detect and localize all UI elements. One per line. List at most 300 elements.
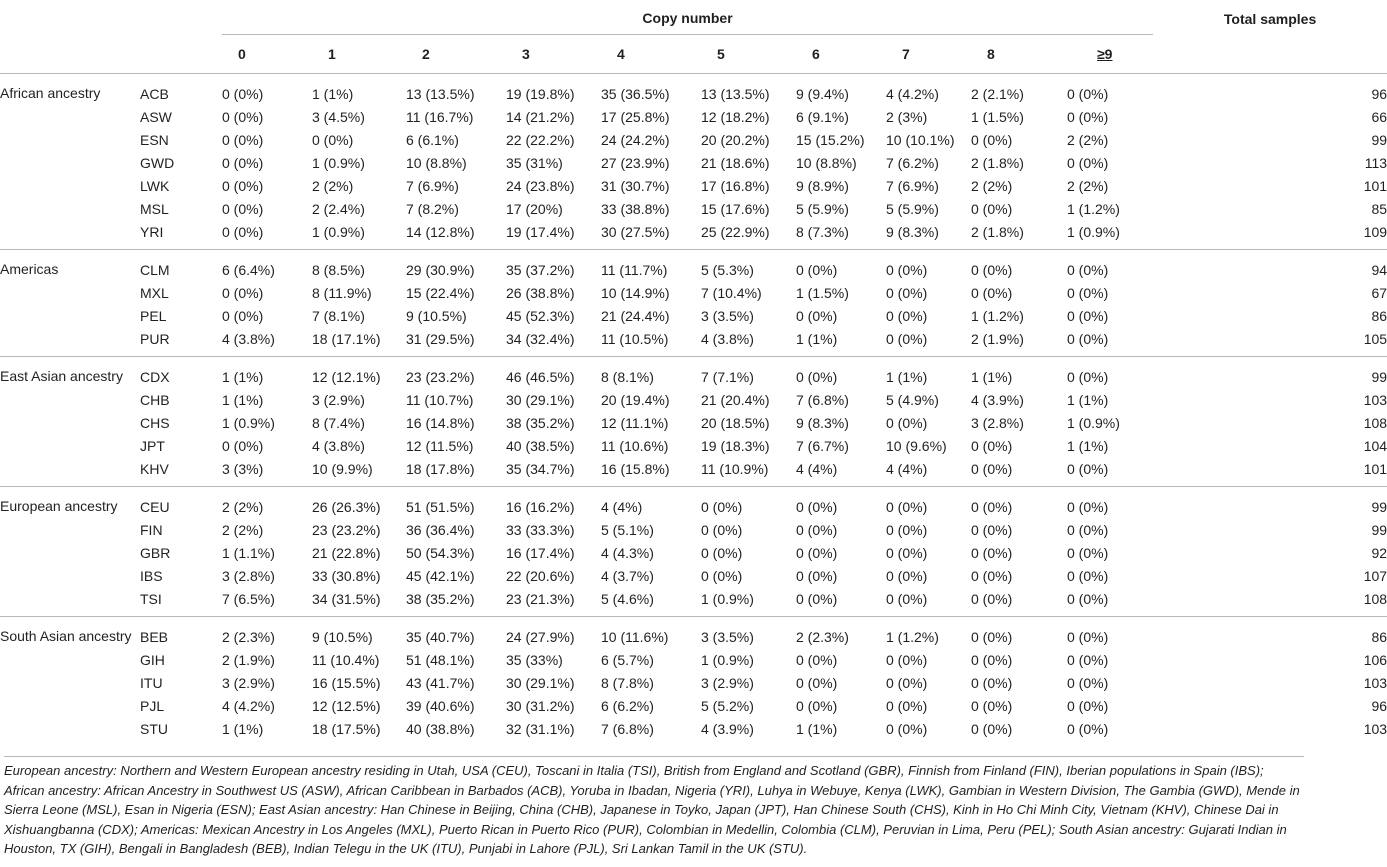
copy-number-count-cell: 9 (10.5%) — [312, 617, 406, 649]
copy-number-count-cell: 12 (11.1%) — [601, 414, 669, 431]
copy-number-count-cell: 3 (3.5%) — [701, 617, 796, 649]
copy-number-count-cell: 2 (3%) — [886, 108, 928, 125]
copy-number-count-cell: 10 (9.6%) — [886, 437, 947, 454]
copy-number-count-cell: 10 (10.1%) — [886, 131, 955, 148]
copy-number-count-cell: 33 (38.8%) — [601, 200, 670, 217]
copy-number-count-cell: 0 (0%) — [1067, 720, 1109, 737]
total-samples-cell: 101 — [1363, 177, 1387, 194]
copy-number-count-cell: 1 (1%) — [1067, 437, 1109, 454]
copy-number-count-cell: 35 (34.7%) — [506, 460, 575, 477]
copy-number-count-cell: 0 (0%) — [886, 674, 928, 691]
copy-number-count-cell: 0 (0%) — [971, 460, 1013, 477]
copy-number-count-cell: 0 (0%) — [222, 108, 264, 125]
copy-number-count-cell: 19 (19.8%) — [506, 85, 575, 102]
copy-number-count-cell: 1 (1%) — [222, 720, 264, 737]
copy-number-count-cell: 0 (0%) — [886, 330, 928, 347]
total-samples-cell: 86 — [1371, 307, 1387, 324]
copy-number-count-cell: 34 (31.5%) — [312, 590, 381, 607]
copy-number-count-cell: 0 (0%) — [886, 284, 928, 301]
total-samples-cell: 66 — [1371, 108, 1387, 125]
table-footnote: European ancestry: Northern and Western European ancestry residing in Utah, USA (CEU), Toscani in Italia (TSI), British from England and Scotland (GBR), Finnish from Finland (FIN), Iberian populations in Spain (IBS); African ancestry: African Ancestry in Southwest US (ASW), African Caribbean in Barbados (ACB), Yoruba in Ibadan, Nigeria (YRI), Luhya in Webuye, Kenya (LWK), Gambian in Western Division, The Gambia (GWD), Mende in Sierra Leone (MSL), Esan in Nigeria (ESN); East Asian ancestry: Han Chinese in Beijing, China (CHB), Japanese in Toyko, Japan (JPT), Han Chinese South (CHS), Kinh in Ho Chi Minh City, Vietnam (KHV), Chinese Dai in Xishuangbanna (CDX); Americas: Mexican Ancestry in Los Angeles (MXL), Puerto Rican in Puerto Rico (PUR), Colombian in Medellin, Colombia (CLM), Peruvian in Lima, Peru (PEL); South Asian ancestry: Gujarati Indian in Houston, TX (GIH), Bengali in Bangladesh (BEB), Indian Telegu in the UK (ITU), Punjabi in Lahore (PJL), Sri Lankan Tamil in the UK (STU). — [4, 756, 1304, 859]
copy-number-count-cell: 0 (0%) — [796, 567, 838, 584]
copy-number-count-cell: 40 (38.5%) — [506, 437, 575, 454]
table-row — [0, 541, 1387, 564]
copy-number-count-cell: 35 (40.7%) — [406, 617, 506, 649]
copy-number-count-cell: 11 (10.4%) — [312, 651, 380, 668]
copy-number-count-cell: 39 (40.6%) — [406, 697, 475, 714]
population-code: ESN — [140, 131, 169, 148]
copy-number-count-cell: 0 (0%) — [1067, 651, 1109, 668]
total-samples-cell: 99 — [1371, 131, 1387, 148]
table-row — [0, 457, 1387, 487]
copy-number-count-cell: 1 (1.5%) — [796, 284, 849, 301]
copy-number-count-cell: 6 (6.4%) — [222, 250, 312, 282]
population-code: GWD — [140, 154, 175, 171]
copy-number-count-cell: 0 (0%) — [971, 720, 1013, 737]
copy-number-count-cell: 31 (30.7%) — [601, 177, 670, 194]
copy-number-count-cell: 16 (15.8%) — [601, 460, 670, 477]
copy-number-count-cell: 11 (10.7%) — [406, 391, 474, 408]
copy-number-count-cell: 27 (23.9%) — [601, 154, 670, 171]
copy-number-count-cell: 0 (0%) — [971, 674, 1013, 691]
copy-number-count-cell: 21 (24.4%) — [601, 307, 670, 324]
total-samples-cell: 108 — [1363, 414, 1387, 431]
copy-number-count-cell: 11 (10.5%) — [601, 330, 669, 347]
copy-number-count-cell: 0 (0%) — [222, 177, 264, 194]
copy-number-count-cell: 1 (1%) — [222, 357, 312, 389]
copy-number-count-cell: 1 (0.9%) — [701, 590, 754, 607]
copy-number-count-cell: 20 (19.4%) — [601, 391, 670, 408]
group-label: East Asian ancestry — [0, 357, 140, 487]
total-samples-cell: 85 — [1371, 200, 1387, 217]
copy-number-count-cell: 0 (0%) — [701, 487, 796, 519]
copy-number-header: Copy number — [222, 2, 1153, 35]
copy-number-count-cell: 3 (2.9%) — [701, 674, 754, 691]
group-label: European ancestry — [0, 487, 140, 617]
copy-number-count-cell: 30 (27.5%) — [601, 223, 670, 240]
copy-number-count-cell: 0 (0%) — [971, 617, 1067, 649]
copy-number-count-cell: 16 (17.4%) — [506, 544, 575, 561]
copy-number-count-cell: 1 (0.9%) — [312, 154, 365, 171]
copy-number-count-cell: 0 (0%) — [1067, 544, 1109, 561]
total-samples-cell: 103 — [1363, 391, 1387, 408]
copy-number-count-cell: 5 (4.9%) — [886, 391, 939, 408]
copy-number-count-cell: 23 (23.2%) — [312, 521, 381, 538]
table-row — [0, 434, 1387, 457]
table-row — [0, 671, 1387, 694]
copy-number-count-cell: 21 (22.8%) — [312, 544, 381, 561]
copy-number-count-cell: 6 (6.1%) — [406, 131, 459, 148]
copy-number-count-cell: 2 (2.1%) — [971, 85, 1024, 102]
copy-number-count-cell: 5 (5.9%) — [796, 200, 849, 217]
copy-number-count-cell: 0 (0%) — [886, 567, 928, 584]
copy-number-count-cell: 0 (0%) — [1067, 567, 1109, 584]
table-row — [0, 128, 1387, 151]
copy-number-count-cell: 0 (0%) — [796, 697, 838, 714]
copy-number-count-cell: 9 (8.3%) — [796, 414, 849, 431]
copy-number-count-cell: 16 (16.2%) — [506, 487, 601, 519]
copy-number-count-cell: 51 (51.5%) — [406, 487, 506, 519]
copy-number-count-cell: 2 (2%) — [1067, 177, 1109, 194]
population-code: PJL — [140, 697, 165, 714]
table-header — [0, 2, 1387, 74]
population-code: CHB — [140, 391, 170, 408]
copy-number-count-cell: 0 (0%) — [971, 590, 1013, 607]
copy-number-count-cell: 0 (0%) — [222, 131, 264, 148]
copy-number-count-cell: 0 (0%) — [1067, 154, 1109, 171]
copy-number-count-cell: 4 (3.8%) — [222, 330, 275, 347]
table-row — [0, 281, 1387, 304]
group-label: South Asian ancestry — [0, 617, 140, 747]
copy-number-count-cell: 1 (1%) — [796, 720, 838, 737]
copy-number-count-cell: 21 (18.6%) — [701, 154, 770, 171]
copy-number-count-cell: 26 (26.3%) — [312, 487, 406, 519]
copy-number-count-cell: 15 (22.4%) — [406, 284, 475, 301]
copy-number-count-cell: 7 (8.1%) — [312, 307, 365, 324]
copy-number-count-cell: 32 (31.1%) — [506, 720, 575, 737]
table-row — [0, 151, 1387, 174]
copy-number-count-cell: 7 (8.2%) — [406, 200, 459, 217]
copy-number-count-cell: 3 (2.9%) — [222, 674, 275, 691]
copy-number-table — [0, 2, 1387, 746]
copy-number-count-cell: 0 (0%) — [796, 674, 838, 691]
copy-number-count-cell: 24 (24.2%) — [601, 131, 670, 148]
copy-number-count-cell: 16 (14.8%) — [406, 414, 475, 431]
population-code: YRI — [140, 223, 164, 240]
copy-number-count-cell: 4 (3.8%) — [701, 330, 754, 347]
total-samples-cell: 105 — [1363, 330, 1387, 347]
copy-number-count-cell: 4 (3.8%) — [312, 437, 365, 454]
copy-number-count-cell: 1 (1%) — [1067, 391, 1109, 408]
copy-number-count-cell: 0 (0%) — [886, 307, 928, 324]
copy-number-count-cell: 7 (6.9%) — [406, 177, 459, 194]
copy-number-count-cell: 30 (29.1%) — [506, 674, 575, 691]
copy-number-count-cell: 30 (31.2%) — [506, 697, 575, 714]
total-samples-cell: 108 — [1363, 590, 1387, 607]
copy-number-count-cell: 3 (3.5%) — [701, 307, 754, 324]
copy-number-count-cell: 0 (0%) — [971, 651, 1013, 668]
total-samples-cell: 86 — [1153, 617, 1387, 649]
population-code: BEB — [140, 617, 222, 649]
copy-number-count-cell: 6 (6.2%) — [601, 697, 654, 714]
copy-number-count-cell: 9 (9.4%) — [796, 85, 849, 102]
copy-number-count-cell: 0 (0%) — [796, 521, 838, 538]
copy-number-count-cell: 0 (0%) — [1067, 85, 1109, 102]
table-row — [0, 694, 1387, 717]
copy-number-count-cell: 0 (0%) — [1067, 487, 1153, 519]
copy-number-count-cell: 2 (1.8%) — [971, 223, 1024, 240]
copy-number-count-cell: 14 (12.8%) — [406, 223, 475, 240]
total-samples-cell: 113 — [1364, 154, 1387, 171]
copy-number-col-header: 6 — [796, 35, 886, 74]
copy-number-count-cell: 11 (10.6%) — [601, 437, 669, 454]
table-row — [0, 74, 1387, 106]
copy-number-count-cell: 2 (1.8%) — [971, 154, 1024, 171]
copy-number-count-cell: 10 (14.9%) — [601, 284, 670, 301]
copy-number-count-cell: 0 (0%) — [1067, 521, 1109, 538]
copy-number-count-cell: 9 (10.5%) — [406, 307, 467, 324]
copy-number-count-cell: 4 (4%) — [601, 487, 701, 519]
copy-number-count-cell: 5 (5.2%) — [701, 697, 754, 714]
table-row — [0, 564, 1387, 587]
copy-number-count-cell: 2 (2%) — [312, 177, 354, 194]
copy-number-count-cell: 19 (17.4%) — [506, 223, 575, 240]
population-code: MSL — [140, 200, 169, 217]
copy-number-count-cell: 3 (4.5%) — [312, 108, 365, 125]
copy-number-count-cell: 18 (17.8%) — [406, 460, 475, 477]
copy-number-count-cell: 0 (0%) — [886, 414, 928, 431]
table-row — [0, 487, 1387, 519]
table-row — [0, 197, 1387, 220]
copy-number-count-cell: 0 (0%) — [222, 437, 264, 454]
copy-number-count-cell: 0 (0%) — [1067, 590, 1109, 607]
copy-number-count-cell: 0 (0%) — [971, 521, 1013, 538]
population-code: KHV — [140, 460, 169, 477]
copy-number-count-cell: 8 (11.9%) — [312, 284, 372, 301]
copy-number-count-cell: 0 (0%) — [971, 544, 1013, 561]
copy-number-count-cell: 1 (1%) — [971, 357, 1067, 389]
copy-number-count-cell: 1 (1%) — [796, 330, 838, 347]
population-code: CEU — [140, 487, 222, 519]
copy-number-count-cell: 18 (17.5%) — [312, 720, 381, 737]
copy-number-count-cell: 0 (0%) — [971, 250, 1067, 282]
copy-number-count-cell: 16 (15.5%) — [312, 674, 381, 691]
copy-number-count-cell: 2 (2%) — [222, 487, 312, 519]
copy-number-count-cell: 1 (1.2%) — [1067, 200, 1120, 217]
table-row — [0, 388, 1387, 411]
copy-number-count-cell: 24 (27.9%) — [506, 617, 601, 649]
copy-number-count-cell: 0 (0%) — [1067, 617, 1153, 649]
copy-number-count-cell: 0 (0%) — [796, 357, 886, 389]
copy-number-count-cell: 46 (46.5%) — [506, 357, 601, 389]
copy-number-count-cell: 0 (0%) — [886, 250, 971, 282]
copy-number-count-cell: 0 (0%) — [1067, 108, 1109, 125]
table-row — [0, 717, 1387, 746]
copy-number-count-cell: 12 (11.5%) — [406, 437, 474, 454]
population-code: PUR — [140, 330, 170, 347]
population-code: FIN — [140, 521, 163, 538]
blank-header-cell — [140, 35, 222, 74]
copy-number-count-cell: 22 (22.2%) — [506, 131, 575, 148]
copy-number-count-cell: 11 (16.7%) — [406, 108, 474, 125]
copy-number-count-cell: 1 (1.1%) — [222, 544, 275, 561]
copy-number-count-cell: 0 (0%) — [701, 521, 743, 538]
copy-number-count-cell: 35 (36.5%) — [601, 85, 670, 102]
copy-number-col-header: 2 — [406, 35, 506, 74]
copy-number-count-cell: 24 (23.8%) — [506, 177, 575, 194]
copy-number-count-cell: 0 (0%) — [971, 487, 1067, 519]
copy-number-count-cell: 0 (0%) — [1067, 330, 1109, 347]
copy-number-count-cell: 0 (0%) — [1067, 697, 1109, 714]
copy-number-col-header: 0 — [222, 35, 312, 74]
copy-number-count-cell: 7 (6.9%) — [886, 177, 939, 194]
copy-number-count-cell: 10 (8.8%) — [796, 154, 857, 171]
copy-number-count-cell: 45 (42.1%) — [406, 567, 475, 584]
group-label: Americas — [0, 250, 140, 357]
copy-number-count-cell: 14 (21.2%) — [506, 108, 575, 125]
population-code: JPT — [140, 437, 165, 454]
copy-number-count-cell: 0 (0%) — [886, 521, 928, 538]
copy-number-count-cell: 5 (5.9%) — [886, 200, 939, 217]
copy-number-count-cell: 51 (48.1%) — [406, 651, 475, 668]
copy-number-count-cell: 0 (0%) — [886, 590, 928, 607]
population-code: ACB — [140, 85, 169, 102]
copy-number-count-cell: 0 (0%) — [971, 697, 1013, 714]
copy-number-count-cell: 5 (5.1%) — [601, 521, 654, 538]
copy-number-count-cell: 1 (1.2%) — [971, 307, 1024, 324]
copy-number-count-cell: 0 (0%) — [1067, 250, 1153, 282]
total-samples-cell: 104 — [1363, 437, 1387, 454]
copy-number-count-cell: 6 (5.7%) — [601, 651, 654, 668]
copy-number-count-cell: 35 (31%) — [506, 154, 563, 171]
population-code: CHS — [140, 414, 170, 431]
total-samples-cell: 103 — [1363, 674, 1387, 691]
copy-number-count-cell: 4 (4.3%) — [601, 544, 654, 561]
copy-number-count-cell: 21 (20.4%) — [701, 391, 770, 408]
total-samples-cell: 96 — [1371, 697, 1387, 714]
copy-number-count-cell: 34 (32.4%) — [506, 330, 575, 347]
total-samples-cell: 67 — [1371, 284, 1387, 301]
copy-number-col-header: 1 — [312, 35, 406, 74]
total-samples-cell: 103 — [1363, 720, 1387, 737]
copy-number-count-cell: 0 (0%) — [886, 697, 928, 714]
copy-number-count-cell: 35 (37.2%) — [506, 250, 601, 282]
copy-number-count-cell: 0 (0%) — [971, 200, 1013, 217]
copy-number-count-cell: 50 (54.3%) — [406, 544, 475, 561]
copy-number-count-cell: 6 (9.1%) — [796, 108, 849, 125]
copy-number-count-cell: 1 (1%) — [312, 85, 354, 102]
table-row — [0, 617, 1387, 649]
copy-number-count-cell: 17 (25.8%) — [601, 108, 670, 125]
copy-number-count-cell: 7 (10.4%) — [701, 284, 762, 301]
copy-number-count-cell: 26 (38.8%) — [506, 284, 575, 301]
copy-number-count-cell: 8 (7.4%) — [312, 414, 365, 431]
copy-number-count-cell: 38 (35.2%) — [506, 414, 575, 431]
copy-number-count-cell: 0 (0%) — [1067, 674, 1109, 691]
copy-number-count-cell: 22 (20.6%) — [506, 567, 575, 584]
copy-number-count-cell: 0 (0%) — [971, 131, 1013, 148]
copy-number-count-cell: 12 (12.5%) — [312, 697, 381, 714]
table-row — [0, 518, 1387, 541]
copy-number-count-cell: 0 (0%) — [886, 487, 971, 519]
copy-number-count-cell: 5 (4.6%) — [601, 590, 654, 607]
copy-number-count-cell: 20 (20.2%) — [701, 131, 770, 148]
copy-number-count-cell: 7 (7.1%) — [701, 357, 796, 389]
copy-number-count-cell: 4 (3.7%) — [601, 567, 654, 584]
total-samples-cell: 106 — [1363, 651, 1387, 668]
copy-number-count-cell: 7 (6.2%) — [886, 154, 939, 171]
copy-number-count-cell: 9 (8.3%) — [886, 223, 939, 240]
copy-number-count-cell: 7 (6.5%) — [222, 590, 275, 607]
copy-number-count-cell: 0 (0%) — [886, 651, 928, 668]
copy-number-count-cell: 1 (1%) — [886, 357, 971, 389]
copy-number-count-cell: 0 (0%) — [222, 307, 264, 324]
copy-number-count-cell: 0 (0%) — [971, 437, 1013, 454]
copy-number-count-cell: 1 (0.9%) — [701, 651, 754, 668]
copy-number-count-cell: 0 (0%) — [796, 544, 838, 561]
copy-number-count-cell: 2 (2.4%) — [312, 200, 365, 217]
copy-number-count-cell: 7 (6.8%) — [601, 720, 654, 737]
copy-number-count-cell: 4 (4.2%) — [222, 697, 275, 714]
copy-number-count-cell: 5 (5.3%) — [701, 250, 796, 282]
copy-number-count-cell: 0 (0%) — [886, 544, 928, 561]
copy-number-count-cell: 0 (0%) — [1067, 307, 1109, 324]
copy-number-count-cell: 0 (0%) — [796, 651, 838, 668]
copy-number-count-cell: 1 (0.9%) — [1067, 223, 1120, 240]
table-row — [0, 105, 1387, 128]
total-samples-cell: 96 — [1371, 85, 1387, 102]
copy-number-count-cell: 0 (0%) — [1067, 357, 1153, 389]
table-row — [0, 250, 1387, 282]
population-code: STU — [140, 720, 168, 737]
copy-number-count-cell: 2 (2.3%) — [796, 617, 886, 649]
total-samples-header: Total samples — [1153, 2, 1387, 74]
copy-number-count-cell: 2 (2.3%) — [222, 617, 312, 649]
table-row — [0, 411, 1387, 434]
copy-number-count-cell: 9 (8.9%) — [796, 177, 849, 194]
copy-number-count-cell: 15 (17.6%) — [701, 200, 770, 217]
table-row — [0, 220, 1387, 250]
table-body — [0, 74, 1387, 747]
population-code: LWK — [140, 177, 170, 194]
copy-number-count-cell: 0 (0%) — [222, 200, 264, 217]
copy-number-count-cell: 0 (0%) — [222, 154, 264, 171]
table-row — [0, 327, 1387, 357]
copy-number-count-cell: 3 (2.9%) — [312, 391, 365, 408]
copy-number-count-cell: 0 (0%) — [222, 223, 264, 240]
total-samples-cell: 109 — [1363, 223, 1387, 240]
copy-number-count-cell: 2 (1.9%) — [222, 651, 275, 668]
copy-number-count-cell: 11 (11.7%) — [601, 250, 701, 282]
table-row — [0, 304, 1387, 327]
copy-number-count-cell: 1 (0.9%) — [312, 223, 365, 240]
copy-number-count-cell: 23 (23.2%) — [406, 357, 506, 389]
copy-number-count-cell: 12 (18.2%) — [701, 108, 770, 125]
copy-number-count-cell: 1 (1.5%) — [971, 108, 1024, 125]
copy-number-count-cell: 30 (29.1%) — [506, 391, 575, 408]
total-samples-cell: 99 — [1371, 521, 1387, 538]
copy-number-count-cell: 0 (0%) — [796, 250, 886, 282]
copy-number-count-cell: 4 (3.9%) — [701, 720, 754, 737]
copy-number-count-cell: 1 (0.9%) — [222, 414, 275, 431]
copy-number-col-header: 5 — [701, 35, 796, 74]
copy-number-count-cell: 35 (33%) — [506, 651, 563, 668]
copy-number-count-cell: 20 (18.5%) — [701, 414, 770, 431]
copy-number-count-cell: 4 (4%) — [796, 460, 838, 477]
population-code: TSI — [140, 590, 162, 607]
copy-number-count-cell: 45 (52.3%) — [506, 307, 575, 324]
copy-number-count-cell: 0 (0%) — [971, 567, 1013, 584]
total-samples-cell: 94 — [1153, 250, 1387, 282]
copy-number-count-cell: 10 (11.6%) — [601, 617, 701, 649]
copy-number-count-cell: 3 (3%) — [222, 460, 264, 477]
copy-number-count-cell: 29 (30.9%) — [406, 250, 506, 282]
copy-number-count-cell: 31 (29.5%) — [406, 330, 475, 347]
population-code: CDX — [140, 357, 222, 389]
table-row — [0, 357, 1387, 389]
copy-number-count-cell: 0 (0%) — [222, 284, 264, 301]
copy-number-count-cell: 33 (33.3%) — [506, 521, 575, 538]
copy-number-count-cell: 7 (6.8%) — [796, 391, 849, 408]
population-code: IBS — [140, 567, 163, 584]
copy-number-col-header: 8 — [971, 35, 1067, 74]
copy-number-count-cell: 2 (1.9%) — [971, 330, 1024, 347]
copy-number-count-cell: 3 (2.8%) — [222, 567, 275, 584]
table-row — [0, 587, 1387, 617]
copy-number-count-cell: 2 (2%) — [222, 521, 264, 538]
copy-number-col-header: ≥9 — [1067, 35, 1153, 74]
copy-number-count-cell: 0 (0%) — [796, 590, 838, 607]
